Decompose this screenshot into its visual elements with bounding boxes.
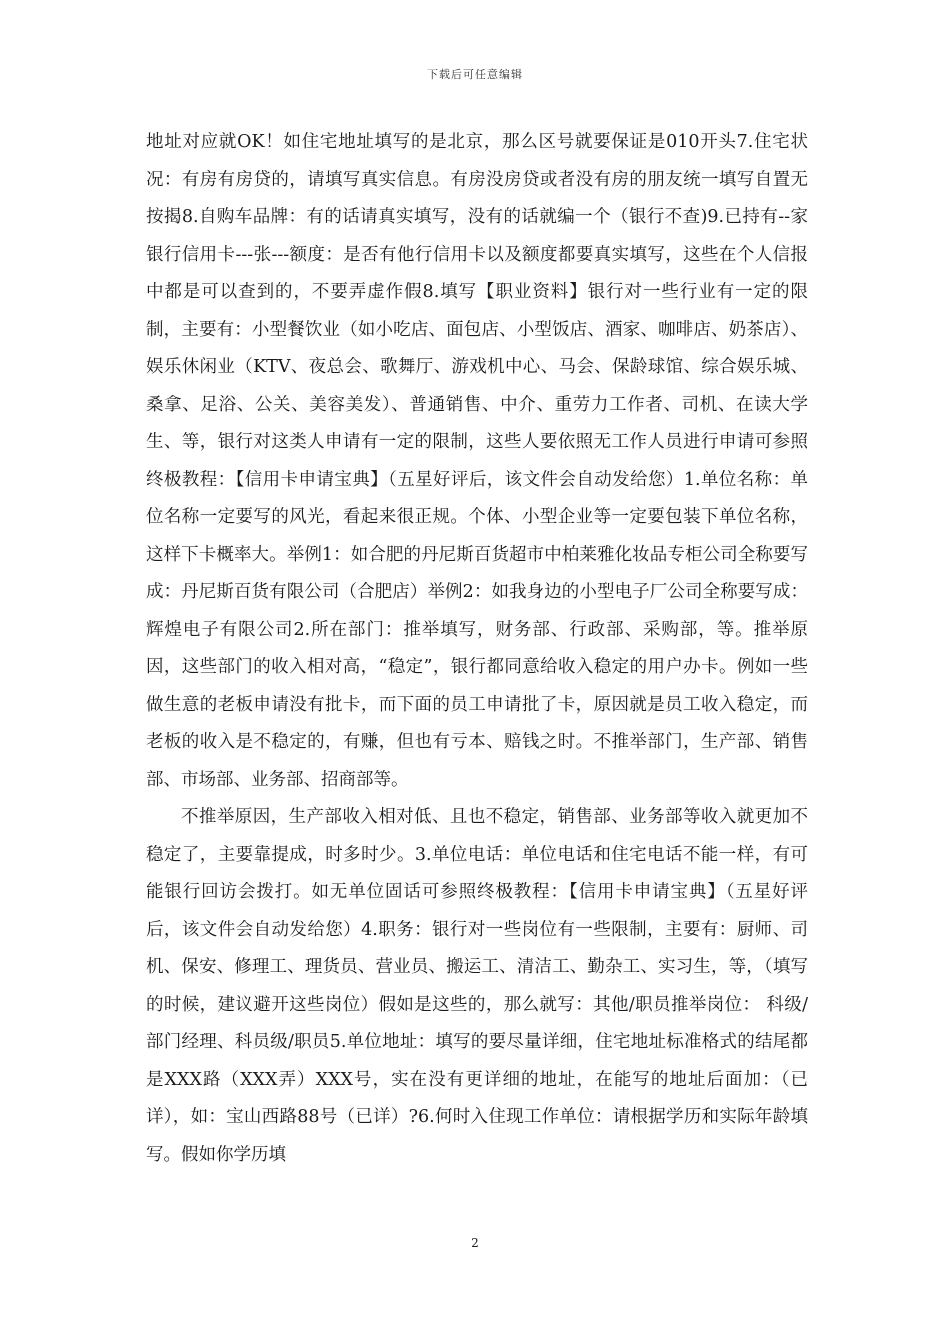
- page-number: 2: [471, 1236, 479, 1250]
- page-header: 下载后可任意编辑: [427, 68, 523, 81]
- document-body: [146, 124, 808, 1174]
- paragraph-2: 不推举原因，生产部收入相对低、且也不稳定，销售部、业务部等收入就更加不稳定了，主要靠提成，时多时少。3.单位电话：单位电话和住宅电话不能一样，有可能银行回访会拨打。如无单位固话可参照终极教程：【信用卡申请宝典】（五星好评后，该文件会自动发给您）4.职务：银行对一些岗位有一些限制，主要有：厨师、司机、保安、修理工、理货员、营业员、搬运工、清洁工、勤杂工、实习生，等，（填写的时候，建议避开这些岗位）假如是这些的，那么就写：其他/职员推举岗位： 科级/部门经理、科员级/职员5.单位地址：填写的要尽量详细，住宅地址标准格式的结尾都是XXX路（XXX弄）XXX号，实在没有更详细的地址，在能写的地址后面加：（已详），如：宝山西路88号（已详）?6.何时入住现工作单位：请根据学历和实际年龄填写。假如你学历填: [146, 807, 808, 1165]
- paragraph-1: 地址对应就OK！如住宅地址填写的是北京，那么区号就要保证是010开头7.住宅状况：有房有房贷的，请填写真实信息。有房没房贷或者没有房的朋友统一填写自置无按揭8.自购车品牌：有的话请真实填写，没有的话就编一个（银行不查)9.已持有--家银行信用卡---张---额度：是否有他行信用卡以及额度都要真实填写，这些在个人信报中都是可以查到的，不要弄虚作假8.填写【职业资料】银行对一些行业有一定的限制，主要有：小型餐饮业（如小吃店、面包店、小型饭店、酒家、咖啡店、奶茶店）、娱乐休闲业（KTV、夜总会、歌舞厅、游戏机中心、马会、保龄球馆、综合娱乐城、桑拿、足浴、公关、美容美发）、普通销售、中介、重劳力工作者、司机、在读大学生、等，银行对这类人申请有一定的限制，这些人要依照无工作人员进行申请可参照终极教程：【信用卡申请宝典】（五星好评后，该文件会自动发给您）1.单位名称：单位名称一定要写的风光，看起来很正规。个体、小型企业等一定要包装下单位名称，这样下卡概率大。举例1：如合肥的丹尼斯百货超市中柏莱雅化妆品专柜公司全称要写成：丹尼斯百货有限公司（合肥店）举例2：如我身边的小型电子厂公司全称要写成：辉煌电子有限公司2.所在部门：推举填写，财务部、行政部、采购部，等。推举原因，这些部门的收入相对高，“稳定”，银行都同意给收入稳定的用户办卡。例如一些做生意的老板申请没有批卡，而下面的员工申请批了卡，原因就是员工收入稳定，而老板的收入是不稳定的，有赚，但也有亏本、赔钱之时。不推举部门，生产部、销售部、市场部、业务部、招商部等。: [146, 132, 808, 790]
